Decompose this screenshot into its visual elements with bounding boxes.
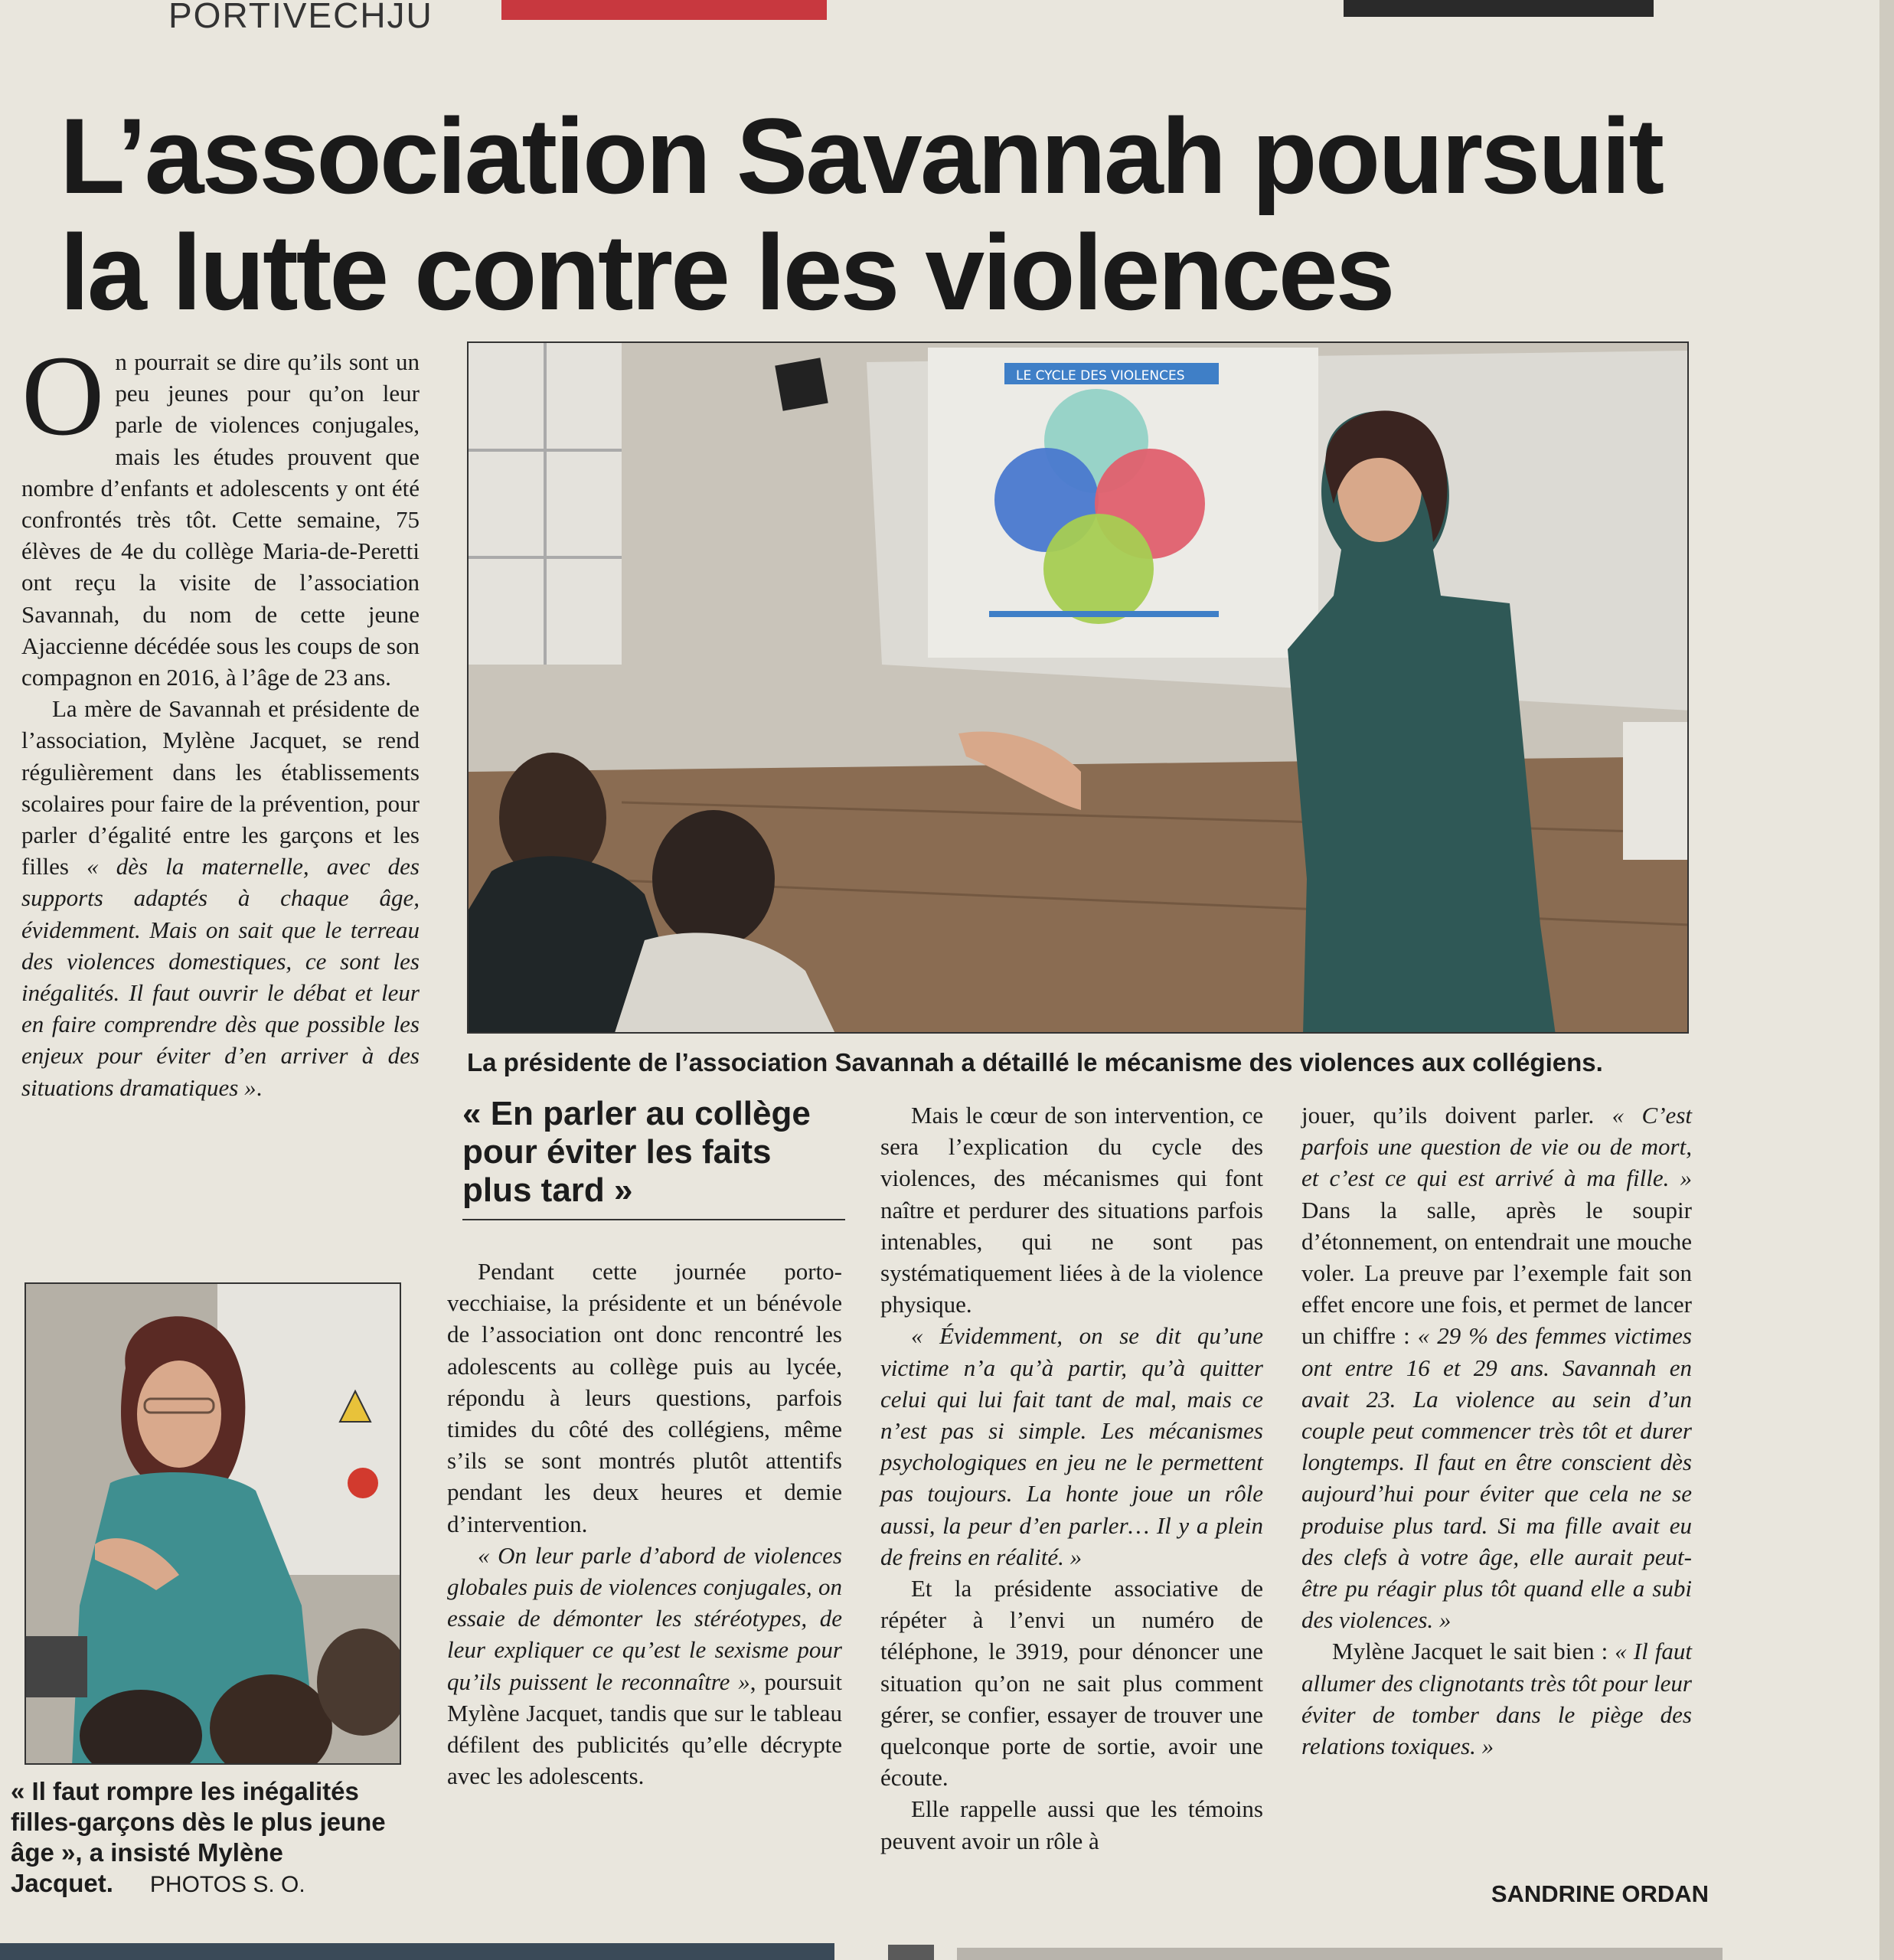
column-4 bbox=[1301, 1099, 1692, 1762]
subhead: « En parler au collège pour éviter les faits plus tard » bbox=[462, 1095, 845, 1220]
main-photo-illustration bbox=[469, 343, 1689, 1034]
column-3-paragraph-2 bbox=[880, 1320, 1263, 1573]
column-2-quote: « On leur parle d’abord de violences globales puis de violences conjugales, on essaie de démonter les stéréotypes, de leur expliquer ce qu’est le sexisme pour qu’ils puissent le reconnaître » bbox=[447, 1541, 842, 1695]
column-4-paragraph-2-lead: Mylène Jacquet le sait bien : bbox=[1332, 1638, 1615, 1665]
section-tag: PORTIVECHJU bbox=[168, 0, 433, 31]
column-3-paragraph-1: Mais le cœur de son intervention, ce sera l’explication du cycle des violences, des mécanismes qui font naître et perdurer des situations parfois intenables, qui ne sont pas systématiquement liées à de la violence physique. bbox=[880, 1102, 1263, 1318]
byline: SANDRINE ORDAN bbox=[1491, 1880, 1709, 1907]
intro-column bbox=[21, 332, 420, 1103]
column-2-paragraph-2-text: , poursuit Mylène Jacquet, tandis que sur le tableau défilent des publicités qu’elle décrypte avec les adolescents. bbox=[447, 1668, 842, 1790]
next-article-strip bbox=[0, 1943, 834, 1960]
column-3-paragraph-3: Et la présidente associative de répéter à l’envi un numéro de téléphone, le 3919, pour dénoncer une situation qu’on ne sait plus comment gérer, se confier, essayer de trouver une quelconque porte de sortie, avoir une écoute. bbox=[880, 1575, 1263, 1792]
intro-quote: « dès la maternelle, avec des supports adaptés à chaque âge, évidemment. Mais on sait que le terreau des violences domestiques, ce sont les inégalités. Il faut ouvrir le débat et leur en faire comprendre dès que possible les enjeux pour éviter d’en arriver à des situations dramatiques » bbox=[21, 853, 420, 1101]
intro-paragraph-1 bbox=[21, 332, 420, 693]
page-fold-edge bbox=[1879, 0, 1894, 1960]
column-2-paragraph-2 bbox=[447, 1540, 842, 1792]
small-photo bbox=[24, 1282, 401, 1765]
bottom-strip-rule bbox=[957, 1948, 1723, 1960]
column-4-lead: jouer, qu’ils doivent parler. bbox=[1301, 1102, 1612, 1129]
slide-title: LE CYCLE DES VIOLENCES bbox=[1016, 368, 1185, 384]
column-4-paragraph-2 bbox=[1301, 1635, 1692, 1762]
section-color-bar bbox=[501, 0, 827, 20]
column-4-paragraph-1 bbox=[1301, 1099, 1692, 1635]
column-2-paragraph-1: Pendant cette journée porto-vecchiaise, la présidente et un bénévole de l’association ont donc rencontré les adolescents au collège puis au lycée, répondu à leurs questions, parfois timides du côté des collégiens, même s’ils se sont montrés plutôt attentifs pendant les deux heures et demie d’intervention. bbox=[447, 1258, 842, 1537]
intro-paragraph-1-text: n pourrait se dire qu’ils sont un peu jeunes pour qu’on leur parle de violences conjugales, mais les études prouvent que nombre d’enfants et adolescents y ont été confrontés très tôt. Cette semaine, 75 élèves de 4e du collège Maria-de-Peretti ont reçu la visite de l’association Savannah, du nom de cette jeune Ajaccienne décédée sous les coups de son compagnon en 2016, à l’âge de 23 ans. bbox=[21, 348, 420, 691]
intro-paragraph-2 bbox=[21, 693, 420, 1103]
intro-paragraph-2-end: . bbox=[256, 1073, 263, 1101]
column-4-middle: Dans la salle, après le soupir d’étonnement, on entendrait une mouche voler. La preuve par l’exemple fait son effet encore une fois, et permet de lancer un chiffre : bbox=[1301, 1196, 1692, 1350]
column-4-quote-2: « 29 % des femmes victimes ont entre 16 et 29 ans. Savannah en avait 23. La violence au sein d’un couple peut commencer très tôt et durer longtemps. Il faut en être conscient dès aujourd’hui pour éviter que cela ne se produise plus tard. Si ma fille avait eu des clefs à votre âge, elle aurait peut-être pu réagir plus tôt quand elle a subi des violences. » bbox=[1301, 1322, 1692, 1634]
header-dark-bar bbox=[1344, 0, 1654, 17]
column-3 bbox=[880, 1099, 1263, 1857]
main-photo bbox=[467, 341, 1689, 1034]
headline-line-1: L’association Savannah poursuit bbox=[60, 96, 1663, 216]
main-photo-caption: La présidente de l’association Savannah a détaillé le mécanisme des violences aux collégiens. bbox=[467, 1048, 1603, 1076]
intro-paragraph-2-lead: La mère de Savannah et présidente de l’association, Mylène Jacquet, se rend régulièrement dans les établissements scolaires pour faire de la prévention, pour parler d’égalité entre les garçons et les filles bbox=[21, 695, 420, 880]
drop-cap: O bbox=[21, 332, 105, 459]
column-4-quote-3: « Il faut allumer des clignotants très tôt pour leur éviter de tomber dans le piège des relations toxiques. » bbox=[1301, 1638, 1692, 1760]
bottom-strip-mark bbox=[888, 1945, 934, 1960]
small-photo-illustration bbox=[26, 1284, 401, 1765]
small-photo-caption-text: « Il faut rompre les inégalités filles-garçons dès le plus jeune âge », a insisté Mylène Jacquet. bbox=[11, 1777, 386, 1897]
column-4-quote-1: « C’est parfois une question de vie ou de mort, et c’est ce qui est arrivé à ma fille. » bbox=[1301, 1102, 1692, 1192]
column-2 bbox=[447, 1256, 842, 1792]
small-photo-caption bbox=[11, 1776, 409, 1900]
column-3-paragraph-4: Elle rappelle aussi que les témoins peuvent avoir un rôle à bbox=[880, 1795, 1263, 1854]
headline-line-2: la lutte contre les violences bbox=[60, 212, 1393, 332]
photo-credit: PHOTOS S. O. bbox=[149, 1872, 305, 1897]
headline bbox=[60, 98, 1706, 331]
column-3-quote: « Évidemment, on se dit qu’une victime n’a qu’à partir, qu’à quitter celui qui lui fait tant de mal, mais ce n’est pas si simple. Les mécanismes psychologiques en jeu ne le permettent pas toujours. La honte joue un rôle aussi, la peur d’en parler… Il y a plein de freins en réalité. » bbox=[880, 1322, 1263, 1570]
